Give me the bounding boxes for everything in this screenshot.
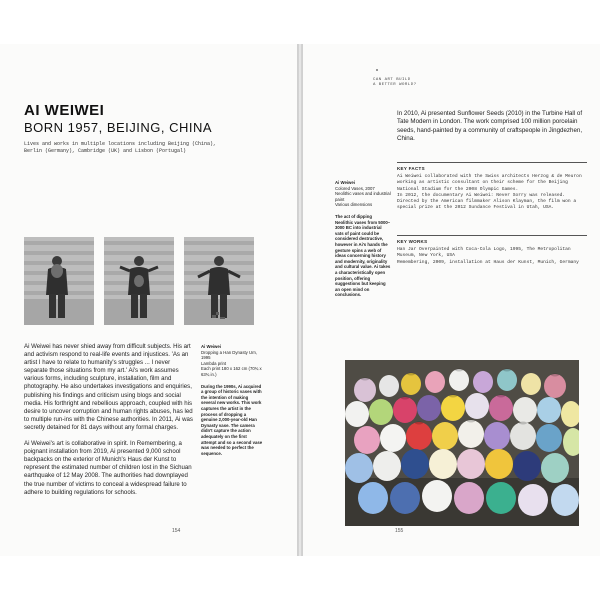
caption-work-title: Dropping a Han Dynasty Urn, 1995 (201, 349, 258, 361)
artist-locations: Lives and works in multiple locations including Beijing (China), Berlin (Germany), Cambridge (UK) and Lisbon (Portugal) (24, 141, 217, 154)
artist-birth-subheading: BORN 1957, BEIJING, CHINA (24, 120, 213, 135)
urn-drop-photo-1 (24, 237, 94, 325)
key-facts-rule (397, 162, 587, 163)
caption-artist: Ai Weiwei (335, 180, 355, 185)
urn-drop-photo-3 (184, 237, 254, 325)
colored-vases-photo (345, 360, 579, 526)
page-number-right: 155 (395, 528, 404, 534)
urn-drop-photo-2 (104, 237, 174, 325)
key-fact-item: In 2012, the documentary Ai Weiwei: Never Sorry was released. Directed by the American filmmaker Alison Klayman, the film won a special prize at the 2012 Sundance Festival in Utah, USA. (397, 192, 577, 211)
caption-note: During the 1990s, Ai acquired a group of historic vases with the intention of making several new works. This work captures the artist in the process of dropping a genuine 2,000-year-old Han Dynasty vase. The camera didn't capture the action adequately on the first attempt and so a second vase was needed to perfect the sequence. (201, 383, 263, 456)
key-works-rule (397, 235, 587, 236)
vases-caption (335, 180, 391, 298)
caption-work-title: Colored Vases, 2007 (335, 185, 375, 191)
key-work-item: Remembering, 2009, installation at Haus der Kunst, Munich, Germany (397, 259, 579, 265)
body-paragraph: Ai Weiwei has never shied away from difficult subjects. His art and activism respond to real-life events and injustices. 'As an artist I have to relate to humanity's struggles ... I never separate those situations from my art.' Ai's work assumes various forms, including sculpture, installation, film and photography. He also undertakes investigations and enquiries, publishing his findings and criticism using blogs and social media. His forthright and rebellious approach, coupled with his desire to uncover corruption and human rights abuses, has led to multiple run-ins with the Chinese authorities. In 2011, Ai was secretly detained for 81 days without any formal charges. (24, 343, 193, 431)
running-head-line: CAN ART BUILD (373, 78, 411, 82)
main-body-text (24, 343, 194, 505)
body-paragraph: Ai Weiwei's art is collaborative in spirit. In Remembering, a poignant installation from 2019, Ai presented 9,000 school backpacks on the exterior of Munich's Haus der Kunst to represent the estimated number of children lost in the Sichuan earthquake of 12 May 2008. The authorities had downplayed the true number of victims to conceal a widespread failure to adhere to building regulations for schools. (24, 440, 192, 496)
key-works-heading: KEY WORKS (397, 239, 428, 244)
key-work-item: Han Jar Overpainted with Coca-Cola Logo, 1995, The Metropolitan Museum, New York, USA (397, 247, 571, 259)
caption-medium: Neolithic vases and industrial paint (335, 191, 391, 202)
caption-medium: Lambda print (201, 360, 227, 366)
running-head-line: A BETTER WORLD? (373, 83, 417, 87)
artist-name-heading: AI WEIWEI (24, 102, 105, 119)
book-spread (0, 44, 600, 556)
left-page (0, 44, 298, 556)
key-facts-heading: KEY FACTS (397, 166, 425, 171)
running-head-mark (376, 69, 378, 71)
urn-photo-caption (201, 344, 263, 456)
key-fact-item: Ai Weiwei collaborated with the Swiss architects Herzog & de Meuron working as artistic consultant on their scheme for the Beijing National Stadium for the 2008 Olympic Games. (397, 174, 582, 192)
caption-size: Each print 180 x 162 cm (70¾ x 63¾ in.) (201, 366, 262, 377)
caption-note: The act of dipping Neolithic vases from 5000–3000 BC into industrial vats of paint could be considered destructive, however in Ai's hands the gesture spins a web of ideas concerning history and modernity, originality and cultural value. Ai takes a characteristically open position, offering suggestions but keeping an open mind on conclusions. (335, 213, 391, 298)
running-head (373, 78, 417, 88)
caption-artist: Ai Weiwei (201, 344, 221, 349)
intro-paragraph: In 2010, Ai presented Sunflower Seeds (2010) in the Turbine Hall of Tate Modern in London. The work comprised 100 million porcelain seeds, hand-painted by a community of craftspeople in Jingdezhen, China. (397, 110, 583, 143)
page-number-left: 154 (172, 528, 181, 534)
caption-size: Various dimensions (335, 202, 373, 208)
key-facts-list (397, 174, 587, 212)
key-works-list (397, 247, 587, 266)
